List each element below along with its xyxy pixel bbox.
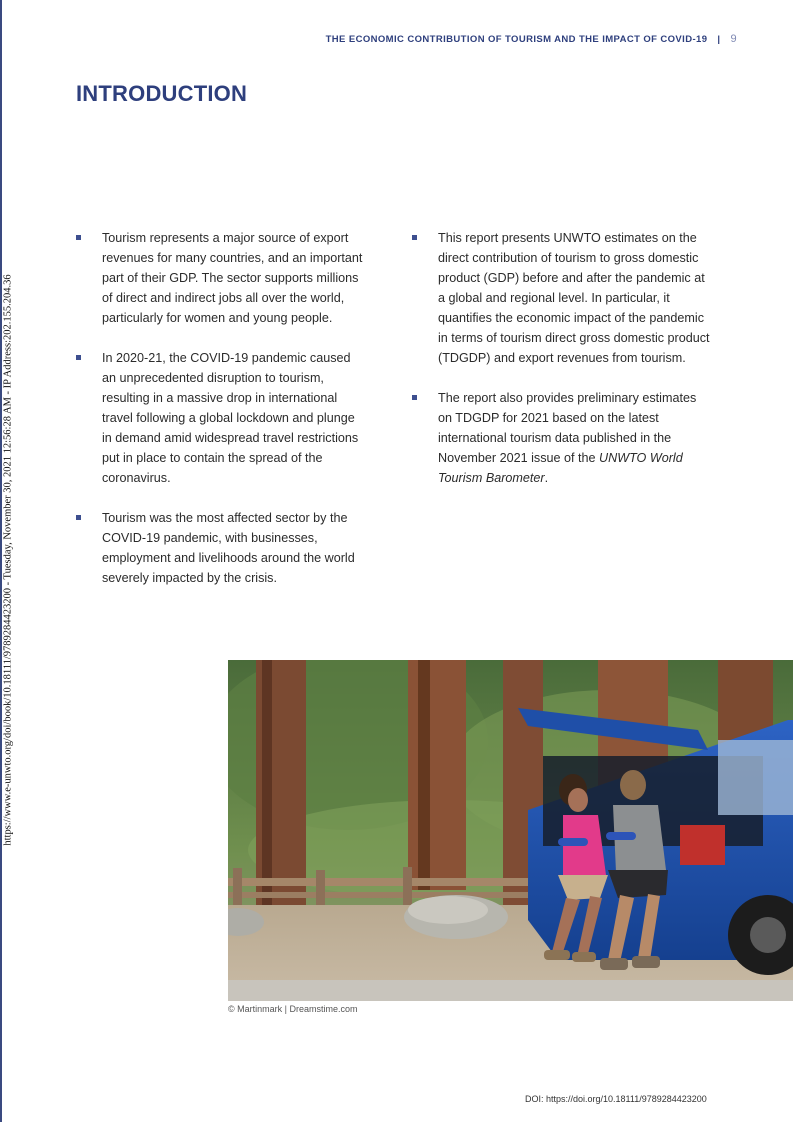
doi-link[interactable]: DOI: https://doi.org/10.18111/9789284423200: [525, 1094, 707, 1104]
header-title: THE ECONOMIC CONTRIBUTION OF TOURISM AND THE IMPACT OF COVID-19: [325, 33, 708, 45]
page-number: 9: [730, 33, 737, 45]
header-separator: |: [717, 33, 721, 45]
bullet-text-end: .: [544, 471, 549, 485]
bullet-text: The report also provides preliminary estimates on TDGDP for 2021 based on the latest international tourism data published in the November 2021 issue of the: [438, 391, 697, 465]
download-watermark: https://www.e-unwto.org/doi/book/10.18111/9789284423200 - Tuesday, November 30, 2021 12:56:28 AM - IP Address:202.155.204.36: [2, 274, 14, 846]
bullet-item: Tourism was the most affected sector by the COVID-19 pandemic, with businesses, employment and livelihoods around the world severely impacted by the crisis.: [76, 508, 366, 588]
right-column: [412, 228, 712, 508]
page-title: INTRODUCTION: [76, 81, 248, 106]
photo-credit: © Martinmark | Dreamstime.com: [228, 1004, 358, 1014]
bullet-item: Tourism represents a major source of export revenues for many countries, and an important part of their GDP. The sector supports millions of direct and indirect jobs all over the world, particularly for women and young people.: [76, 228, 366, 328]
bullet-item: This report presents UNWTO estimates on the direct contribution of tourism to gross domestic product (GDP) before and after the pandemic at a global and regional level. In particular, it quantifies the economic impact of the pandemic in terms of tourism direct gross domestic product (TDGDP) and export revenues from tourism.: [412, 228, 712, 368]
camping-photo: [228, 660, 793, 1001]
publication-title: UNWTO World Tourism Barometer: [438, 451, 683, 485]
bullet-item: [412, 388, 712, 488]
running-header: [326, 33, 737, 45]
left-column: [76, 228, 366, 608]
bullet-item: In 2020-21, the COVID-19 pandemic caused an unprecedented disruption to tourism, resulting in a massive drop in international travel following a global lockdown and plunge in demand amid widespread travel restrictions put in place to contain the spread of the coronavirus.: [76, 348, 366, 488]
